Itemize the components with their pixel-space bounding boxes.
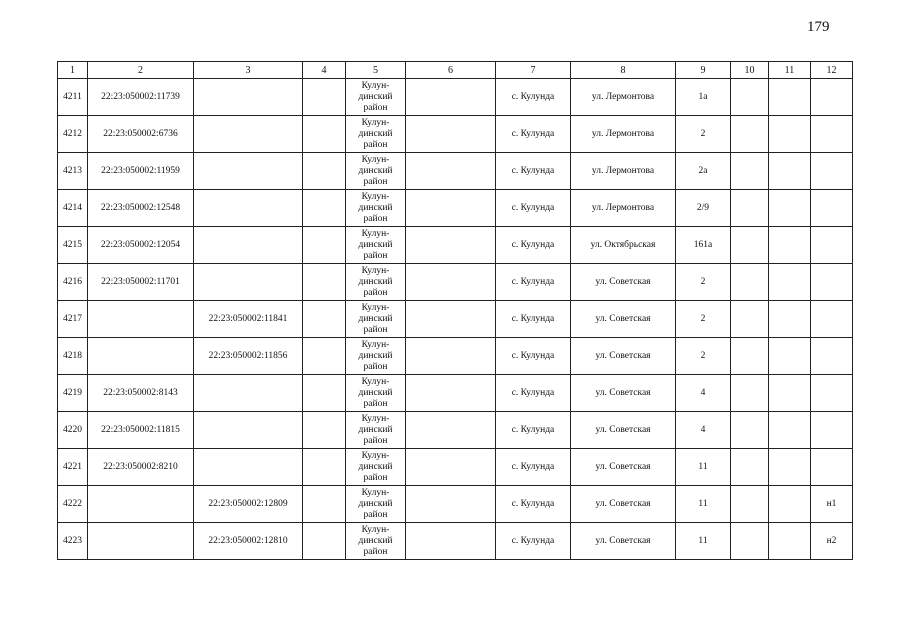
cadastral-number-b: [194, 264, 303, 301]
cell-col4: [303, 449, 346, 486]
district-cell: Кулун-динский район: [346, 412, 406, 449]
column-header: 9: [676, 62, 731, 79]
row-number: 4216: [58, 264, 88, 301]
house-number-cell: 161а: [676, 227, 731, 264]
cadastral-number-a: 22:23:050002:11959: [88, 153, 194, 190]
cell-col6: [406, 264, 496, 301]
header-row: [58, 62, 853, 79]
cadastral-number-b: 22:23:050002:11856: [194, 338, 303, 375]
column-header: 2: [88, 62, 194, 79]
settlement-cell: с. Кулунда: [496, 523, 571, 560]
cell-col10: [731, 190, 769, 227]
cell-col10: [731, 375, 769, 412]
street-cell: ул. Советская: [571, 449, 676, 486]
note-cell: [811, 153, 853, 190]
house-number-cell: 1а: [676, 79, 731, 116]
row-number: 4218: [58, 338, 88, 375]
column-header: 1: [58, 62, 88, 79]
district-cell: Кулун-динский район: [346, 523, 406, 560]
cadastral-number-a: [88, 486, 194, 523]
cell-col6: [406, 153, 496, 190]
district-cell: Кулун-динский район: [346, 486, 406, 523]
settlement-cell: с. Кулунда: [496, 375, 571, 412]
district-cell: Кулун-динский район: [346, 264, 406, 301]
row-number: 4221: [58, 449, 88, 486]
cell-col11: [769, 227, 811, 264]
cadastral-number-a: 22:23:050002:11815: [88, 412, 194, 449]
street-cell: ул. Советская: [571, 375, 676, 412]
cadastral-number-b: 22:23:050002:12810: [194, 523, 303, 560]
cell-col11: [769, 375, 811, 412]
note-cell: [811, 301, 853, 338]
cell-col4: [303, 523, 346, 560]
column-header: 4: [303, 62, 346, 79]
note-cell: [811, 79, 853, 116]
cell-col10: [731, 412, 769, 449]
cell-col11: [769, 412, 811, 449]
cadastral-number-b: [194, 116, 303, 153]
cadastral-number-a: [88, 523, 194, 560]
table-row: [58, 227, 853, 264]
house-number-cell: 2/9: [676, 190, 731, 227]
house-number-cell: 2: [676, 301, 731, 338]
settlement-cell: с. Кулунда: [496, 449, 571, 486]
cell-col6: [406, 301, 496, 338]
cell-col10: [731, 301, 769, 338]
column-header: 6: [406, 62, 496, 79]
cell-col11: [769, 301, 811, 338]
cadastral-number-b: [194, 412, 303, 449]
house-number-cell: 11: [676, 486, 731, 523]
cell-col10: [731, 153, 769, 190]
cadastral-number-b: 22:23:050002:11841: [194, 301, 303, 338]
cadastral-number-b: 22:23:050002:12809: [194, 486, 303, 523]
cadastral-number-a: 22:23:050002:8210: [88, 449, 194, 486]
note-cell: [811, 449, 853, 486]
column-header: 5: [346, 62, 406, 79]
district-cell: Кулун-динский район: [346, 301, 406, 338]
cell-col4: [303, 338, 346, 375]
note-cell: [811, 412, 853, 449]
column-header: 10: [731, 62, 769, 79]
row-number: 4211: [58, 79, 88, 116]
district-cell: Кулун-динский район: [346, 190, 406, 227]
note-cell: [811, 338, 853, 375]
registry-table: [57, 61, 853, 560]
district-cell: Кулун-динский район: [346, 375, 406, 412]
note-cell: [811, 116, 853, 153]
cadastral-number-b: [194, 375, 303, 412]
cell-col10: [731, 264, 769, 301]
note-cell: н1: [811, 486, 853, 523]
row-number: 4222: [58, 486, 88, 523]
row-number: 4214: [58, 190, 88, 227]
cadastral-number-a: 22:23:050002:8143: [88, 375, 194, 412]
settlement-cell: с. Кулунда: [496, 190, 571, 227]
cadastral-number-a: 22:23:050002:11701: [88, 264, 194, 301]
cell-col6: [406, 116, 496, 153]
street-cell: ул. Советская: [571, 412, 676, 449]
row-number: 4217: [58, 301, 88, 338]
cell-col6: [406, 190, 496, 227]
cell-col10: [731, 523, 769, 560]
cell-col4: [303, 116, 346, 153]
cell-col11: [769, 79, 811, 116]
column-header: 12: [811, 62, 853, 79]
cell-col10: [731, 486, 769, 523]
cell-col6: [406, 486, 496, 523]
settlement-cell: с. Кулунда: [496, 79, 571, 116]
cell-col10: [731, 116, 769, 153]
settlement-cell: с. Кулунда: [496, 301, 571, 338]
column-header: 8: [571, 62, 676, 79]
house-number-cell: 2а: [676, 153, 731, 190]
district-cell: Кулун-динский район: [346, 449, 406, 486]
house-number-cell: 4: [676, 375, 731, 412]
street-cell: ул. Советская: [571, 264, 676, 301]
table-row: [58, 79, 853, 116]
cell-col4: [303, 153, 346, 190]
house-number-cell: 2: [676, 264, 731, 301]
cell-col4: [303, 486, 346, 523]
cell-col6: [406, 523, 496, 560]
street-cell: ул. Лермонтова: [571, 116, 676, 153]
cell-col6: [406, 412, 496, 449]
cell-col6: [406, 79, 496, 116]
cadastral-number-a: [88, 301, 194, 338]
street-cell: ул. Октябрьская: [571, 227, 676, 264]
cell-col4: [303, 190, 346, 227]
settlement-cell: с. Кулунда: [496, 264, 571, 301]
table-row: [58, 486, 853, 523]
cadastral-number-b: [194, 79, 303, 116]
house-number-cell: 11: [676, 449, 731, 486]
cell-col11: [769, 116, 811, 153]
table-row: [58, 375, 853, 412]
cadastral-number-a: 22:23:050002:12548: [88, 190, 194, 227]
district-cell: Кулун-динский район: [346, 338, 406, 375]
cell-col4: [303, 79, 346, 116]
settlement-cell: с. Кулунда: [496, 227, 571, 264]
row-number: 4219: [58, 375, 88, 412]
cell-col4: [303, 227, 346, 264]
settlement-cell: с. Кулунда: [496, 486, 571, 523]
cell-col11: [769, 264, 811, 301]
cell-col11: [769, 190, 811, 227]
column-header: 11: [769, 62, 811, 79]
cell-col10: [731, 79, 769, 116]
cell-col4: [303, 264, 346, 301]
settlement-cell: с. Кулунда: [496, 338, 571, 375]
column-header: 3: [194, 62, 303, 79]
table-row: [58, 449, 853, 486]
cell-col10: [731, 338, 769, 375]
row-number: 4213: [58, 153, 88, 190]
cadastral-number-a: 22:23:050002:6736: [88, 116, 194, 153]
cell-col4: [303, 375, 346, 412]
table-row: [58, 116, 853, 153]
cell-col11: [769, 153, 811, 190]
cell-col10: [731, 449, 769, 486]
street-cell: ул. Лермонтова: [571, 153, 676, 190]
street-cell: ул. Советская: [571, 338, 676, 375]
cell-col4: [303, 301, 346, 338]
cell-col6: [406, 338, 496, 375]
street-cell: ул. Лермонтова: [571, 79, 676, 116]
table-row: [58, 412, 853, 449]
note-cell: [811, 375, 853, 412]
district-cell: Кулун-динский район: [346, 227, 406, 264]
note-cell: н2: [811, 523, 853, 560]
settlement-cell: с. Кулунда: [496, 116, 571, 153]
cell-col11: [769, 449, 811, 486]
cell-col6: [406, 449, 496, 486]
note-cell: [811, 227, 853, 264]
district-cell: Кулун-динский район: [346, 79, 406, 116]
cadastral-number-a: 22:23:050002:11739: [88, 79, 194, 116]
cell-col10: [731, 227, 769, 264]
row-number: 4215: [58, 227, 88, 264]
settlement-cell: с. Кулунда: [496, 412, 571, 449]
district-cell: Кулун-динский район: [346, 116, 406, 153]
cell-col11: [769, 486, 811, 523]
street-cell: ул. Лермонтова: [571, 190, 676, 227]
house-number-cell: 2: [676, 338, 731, 375]
street-cell: ул. Советская: [571, 523, 676, 560]
district-cell: Кулун-динский район: [346, 153, 406, 190]
cell-col11: [769, 338, 811, 375]
cadastral-number-b: [194, 449, 303, 486]
note-cell: [811, 264, 853, 301]
cadastral-number-b: [194, 190, 303, 227]
house-number-cell: 2: [676, 116, 731, 153]
street-cell: ул. Советская: [571, 486, 676, 523]
column-header: 7: [496, 62, 571, 79]
table-row: [58, 523, 853, 560]
settlement-cell: с. Кулунда: [496, 153, 571, 190]
row-number: 4223: [58, 523, 88, 560]
street-cell: ул. Советская: [571, 301, 676, 338]
table-row: [58, 264, 853, 301]
house-number-cell: 4: [676, 412, 731, 449]
cadastral-number-b: [194, 153, 303, 190]
cadastral-number-b: [194, 227, 303, 264]
page-number: 179: [807, 19, 830, 35]
note-cell: [811, 190, 853, 227]
table-row: [58, 301, 853, 338]
row-number: 4220: [58, 412, 88, 449]
cell-col4: [303, 412, 346, 449]
house-number-cell: 11: [676, 523, 731, 560]
table-row: [58, 190, 853, 227]
table-row: [58, 338, 853, 375]
cell-col6: [406, 227, 496, 264]
cadastral-number-a: 22:23:050002:12054: [88, 227, 194, 264]
cell-col6: [406, 375, 496, 412]
cadastral-number-a: [88, 338, 194, 375]
table-row: [58, 153, 853, 190]
cell-col11: [769, 523, 811, 560]
row-number: 4212: [58, 116, 88, 153]
